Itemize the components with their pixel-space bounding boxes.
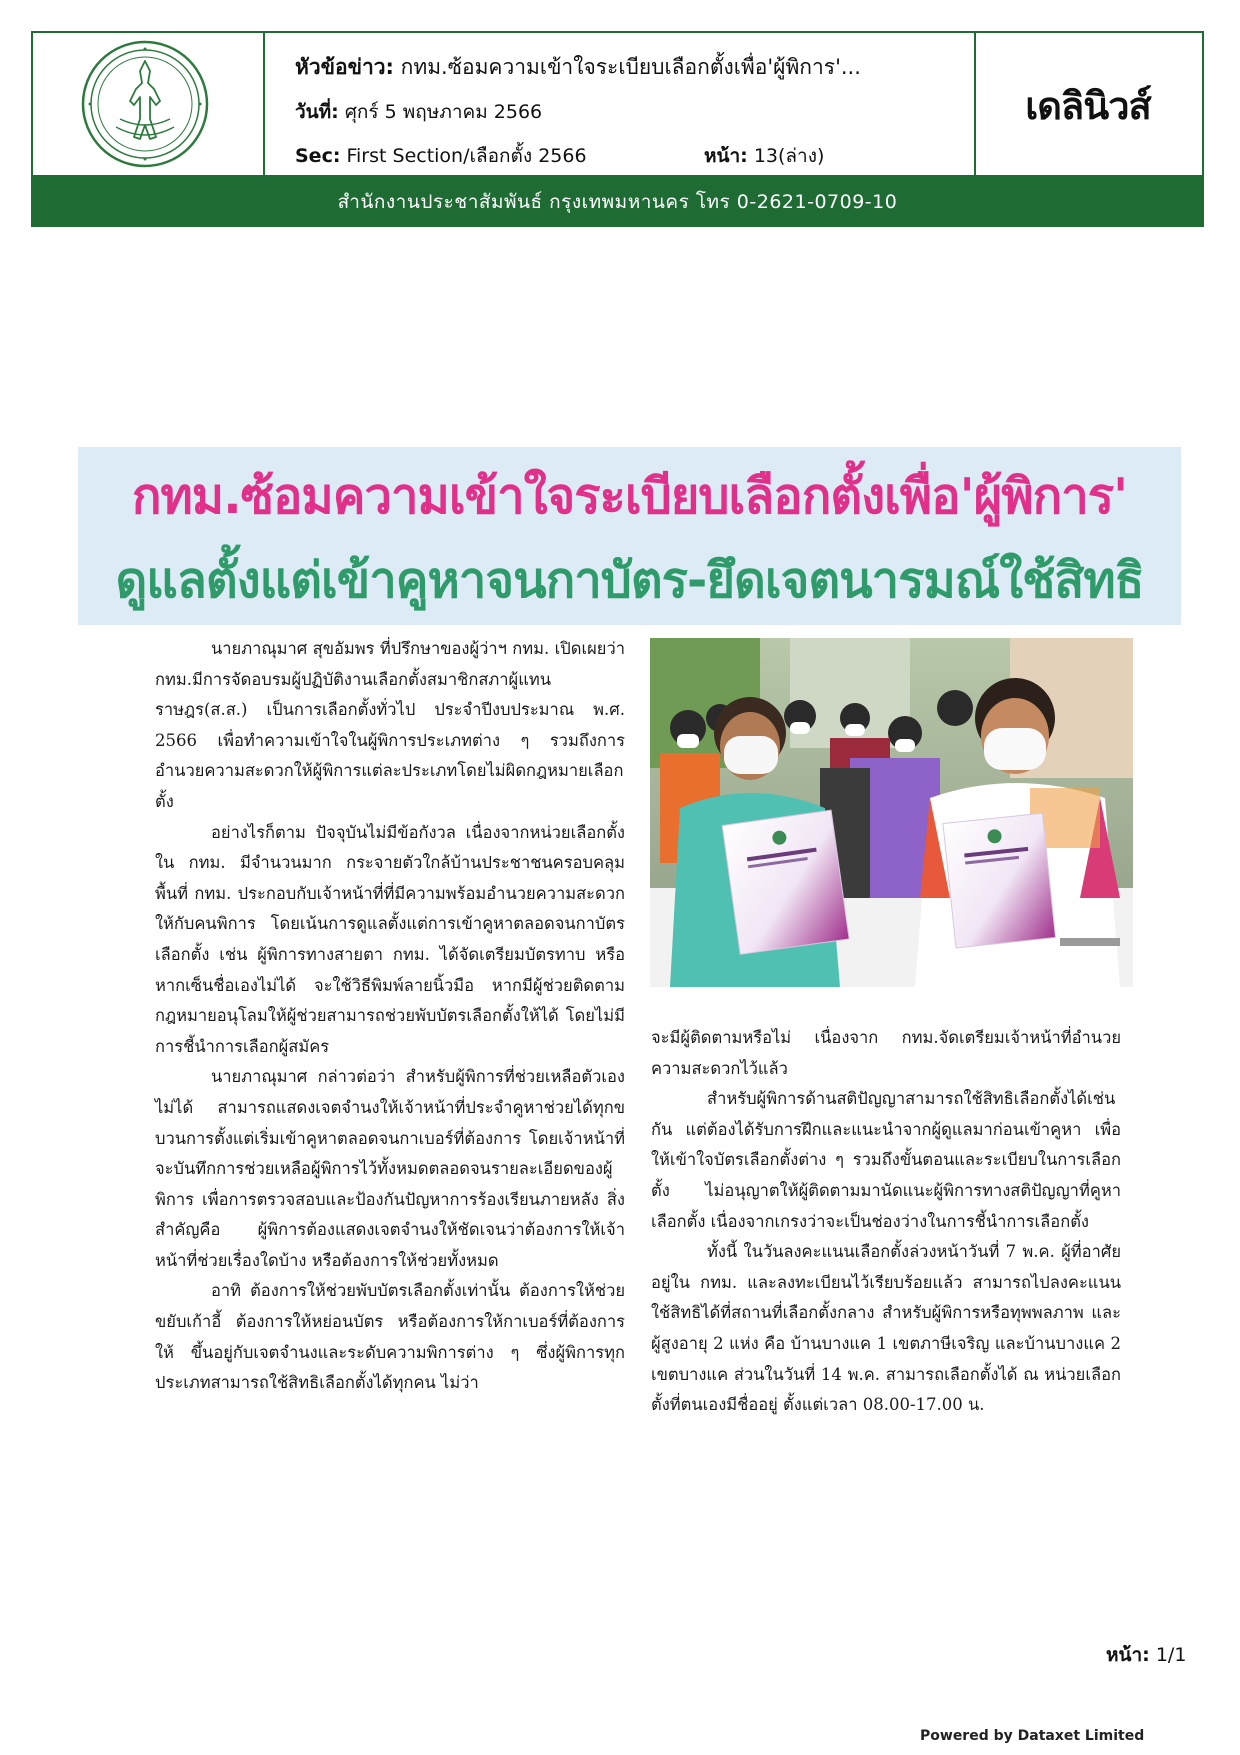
info-cell bbox=[263, 33, 976, 175]
article-title-box bbox=[78, 447, 1181, 625]
headline-row bbox=[295, 51, 861, 84]
bma-seal-icon bbox=[80, 39, 210, 169]
section-value: First Section/เลือกตั้ง 2566 bbox=[346, 145, 587, 167]
publisher-cell bbox=[974, 33, 1202, 175]
article-column-right bbox=[651, 1023, 1121, 1421]
publisher-logo: เดลินิวส์ bbox=[1025, 84, 1151, 128]
paragraph: ทั้งนี้ ในวันลงคะแนนเลือกตั้งล่วงหน้าวันที่ 7 พ.ค. ผู้ที่อาศัยอยู่ใน กทม. และลงทะเบียนไว้เรียบร้อยแล้ว สามารถไปลงคะแนนใช้สิทธิได้ที่สถานที่เลือกตั้งกลาง สำหรับผู้พิการหรือทุพพลภาพ และผู้สูงอายุ 2 แห่ง คือ บ้านบางแค 1 เขตภาษีเจริญ และบ้านบางแค 2 เขตบางแค ส่วนในวันที่ 14 พ.ค. สามารถเลือกตั้งได้ ณ หน่วยเลือกตั้งที่ตนเองมีชื่ออยู่ ตั้งแต่เวลา 08.00-17.00 น. bbox=[651, 1242, 1121, 1415]
page-row bbox=[704, 141, 824, 171]
article-title-line2: ดูแลตั้งแต่เข้าคูหาจนกาบัตร-ยึดเจตนารมณ์ใช้สิทธิ bbox=[115, 552, 1144, 609]
article-photo bbox=[650, 638, 1133, 987]
page-value: 13(ล่าง) bbox=[753, 145, 825, 167]
paragraph: จะมีผู้ติดตามหรือไม่ เนื่องจาก กทม.จัดเตรียมเจ้าหน้าที่อำนวยความสะดวกไว้แล้ว bbox=[651, 1028, 1121, 1078]
powered-by: Powered by Dataxet Limited bbox=[920, 1728, 1145, 1744]
date-value: ศุกร์ 5 พฤษภาคม 2566 bbox=[344, 101, 543, 123]
section-label: Sec: bbox=[295, 145, 341, 167]
contact-band: สำนักงานประชาสัมพันธ์ กรุงเทพมหานคร โทร 0-2621-0709-10 bbox=[31, 177, 1204, 227]
headline-label: หัวข้อข่าว: bbox=[295, 55, 394, 79]
paragraph: สำหรับผู้พิการด้านสติปัญญาสามารถใช้สิทธิเลือกตั้งได้เช่นกัน แต่ต้องได้รับการฝึกและแนะนำจากผู้ดูแลมาก่อนเข้าคูหา เพื่อให้เข้าใจบัตรเลือกตั้งต่าง ๆ รวมถึงขั้นตอนและระเบียบในการเลือกตั้ง ไม่อนุญาตให้ผู้ติดตามมานัดแนะผู้พิการทางสติปัญญาที่คูหาเลือกตั้ง เนื่องจากเกรงว่าจะเป็นช่องว่างในการชี้นำการเลือกตั้ง bbox=[651, 1089, 1121, 1231]
paragraph: อาทิ ต้องการให้ช่วยพับบัตรเลือกตั้งเท่านั้น ต้องการให้ช่วยขยับเก้าอี้ ต้องการให้หย่อนบัตร หรือต้องการให้กาเบอร์ที่ต้องการให้ ขึ้นอยู่กับเจตจำนงและระดับความพิการต่าง ๆ ซึ่งผู้พิการทุกประเภทสามารถใช้สิทธิเลือกตั้งได้ทุกคน ไม่ว่า bbox=[155, 1281, 625, 1393]
article-title-line1: กทม.ซ้อมความเข้าใจระเบียบเลือกตั้งเพื่อ'ผู้พิการ' bbox=[131, 468, 1128, 525]
footer-page-number bbox=[1106, 1640, 1186, 1670]
logo-cell bbox=[33, 33, 265, 175]
paragraph: นายภาณุมาศ กล่าวต่อว่า สำหรับผู้พิการที่ช่วยเหลือตัวเองไม่ได้ สามารถแสดงเจตจำนงให้เจ้าหน้าที่ประจำคูหาช่วยได้ทุกขบวนการตั้งแต่เริ่มเข้าคูหาตลอดจนกาเบอร์ที่ต้องการ โดยเจ้าหน้าที่จะบันทึกการช่วยเหลือผู้พิการไว้ทั้งหมดตลอดจนรายละเอียดของผู้พิการ เพื่อการตรวจสอบและป้องกันปัญหาการร้องเรียนภายหลัง สิ่งสำคัญคือ ผู้พิการต้องแสดงเจตจำนงให้ชัดเจนว่าต้องการให้เจ้าหน้าที่ช่วยเรื่องใดบ้าง หรือต้องการให้ช่วยทั้งหมด bbox=[155, 1067, 625, 1270]
article-column-left bbox=[155, 634, 625, 1399]
paragraph: อย่างไรก็ตาม ปัจจุบันไม่มีข้อกังวล เนื่องจากหน่วยเลือกตั้งใน กทม. มีจำนวนมาก กระจายตัวใกล้บ้านประชาชนครอบคลุมพื้นที่ กทม. ประกอบกับเจ้าหน้าที่ที่มีความพร้อมอำนวยความสะดวกให้กับคนพิการ โดยเน้นการดูแลตั้งแต่การเข้าคูหาตลอดจนกาบัตรเลือกตั้ง เช่น ผู้พิการทางสายตา กทม. ได้จัดเตรียมบัตรทาบ หรือหากเซ็นชื่อเองไม่ได้ จะใช้วิธีพิมพ์ลายนิ้วมือ หากมีผู้ช่วยติดตาม กฎหมายอนุโลมให้ผู้ช่วยสามารถช่วยพับบัตรเลือกตั้งให้ได้ โดยไม่มีการชี้นำการเลือกผู้สมัคร bbox=[155, 822, 625, 1056]
footer-page-value: 1/1 bbox=[1155, 1644, 1187, 1666]
training-photo-image bbox=[650, 638, 1133, 987]
date-label: วันที่: bbox=[295, 101, 339, 123]
date-row bbox=[295, 97, 542, 127]
paragraph: นายภาณุมาศ สุขอัมพร ที่ปรึกษาของผู้ว่าฯ กทม. เปิดเผยว่า กทม.มีการจัดอบรมผู้ปฏิบัติงานเลือกตั้งสมาชิกสภาผู้แทนราษฎร(ส.ส.) เป็นการเลือกตั้งทั่วไป ประจำปีงบประมาณ พ.ศ. 2566 เพื่อทำความเข้าใจในผู้พิการประเภทต่าง ๆ รวมถึงการอำนวยความสะดวกให้ผู้พิการแต่ละประเภทโดยไม่ผิดกฎหมายเลือกตั้ง bbox=[155, 639, 625, 811]
footer-page-label: หน้า: bbox=[1106, 1644, 1150, 1666]
page-label: หน้า: bbox=[704, 145, 748, 167]
headline-value: กทม.ซ้อมความเข้าใจระเบียบเลือกตั้งเพื่อ'ผู้พิการ'... bbox=[400, 55, 861, 79]
section-row bbox=[295, 141, 587, 171]
clipping-header bbox=[31, 31, 1204, 177]
